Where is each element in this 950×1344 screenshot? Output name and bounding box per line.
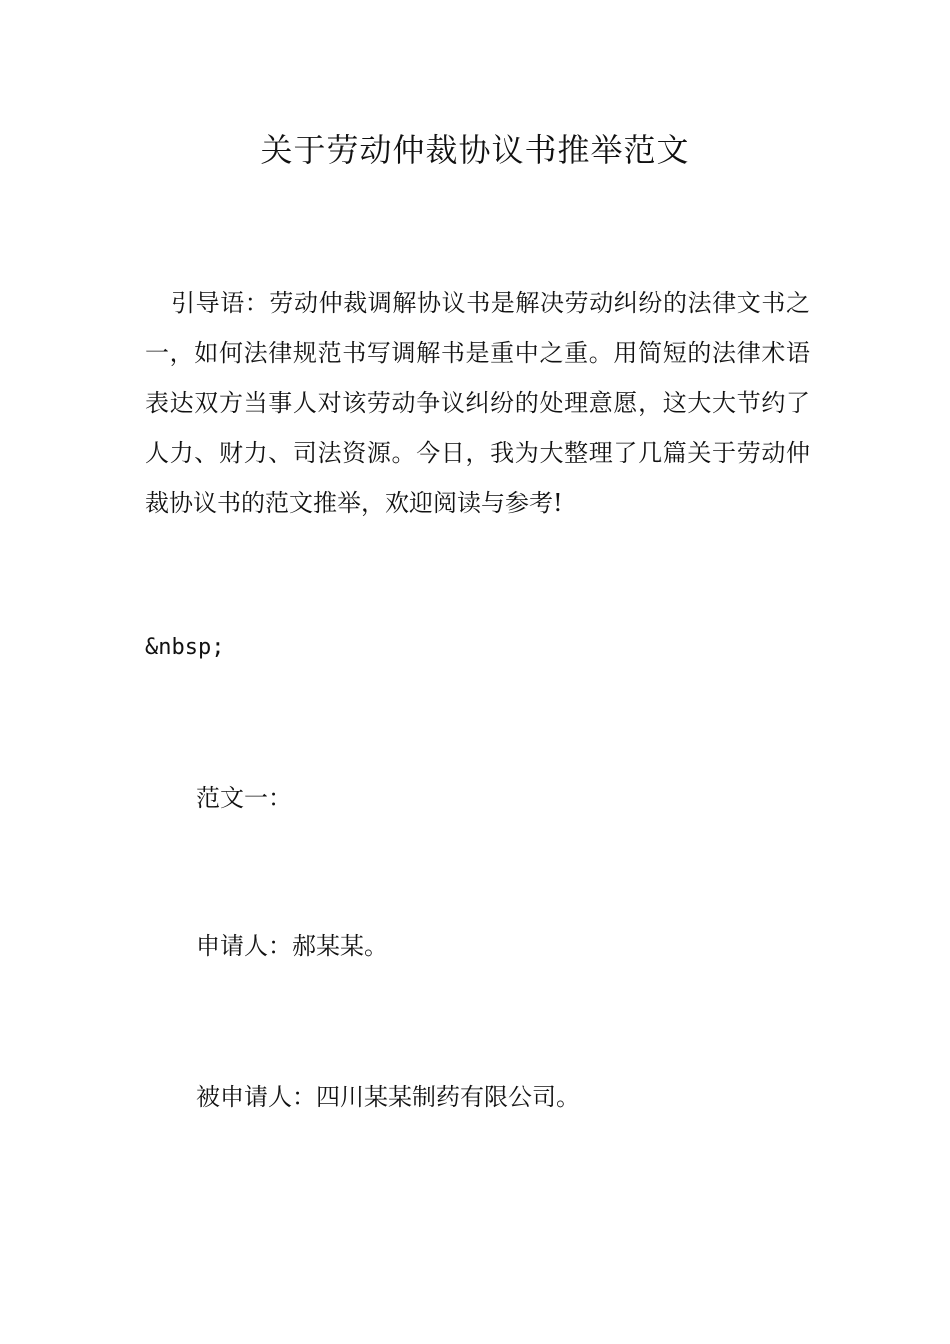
respondent-line: 被申请人：四川某某制药有限公司。 [196, 1083, 580, 1111]
stray-entity-text: &nbsp; [145, 635, 225, 660]
intro-paragraph: 引导语：劳动仲裁调解协议书是解决劳动纠纷的法律文书之一，如何法律规范书写调解书是重中之重。用简短的法律术语表达双方当事人对该劳动争议纠纷的处理意愿，这大大节约了人力、财力、司法资源。今日，我为大整理了几篇关于劳动仲裁协议书的范文推举，欢迎阅读与参考! [145, 289, 810, 517]
sample-heading: 范文一： [196, 784, 292, 812]
document-title: 关于劳动仲裁协议书推举范文 [260, 131, 690, 169]
applicant-line: 申请人：郝某某。 [196, 932, 388, 960]
